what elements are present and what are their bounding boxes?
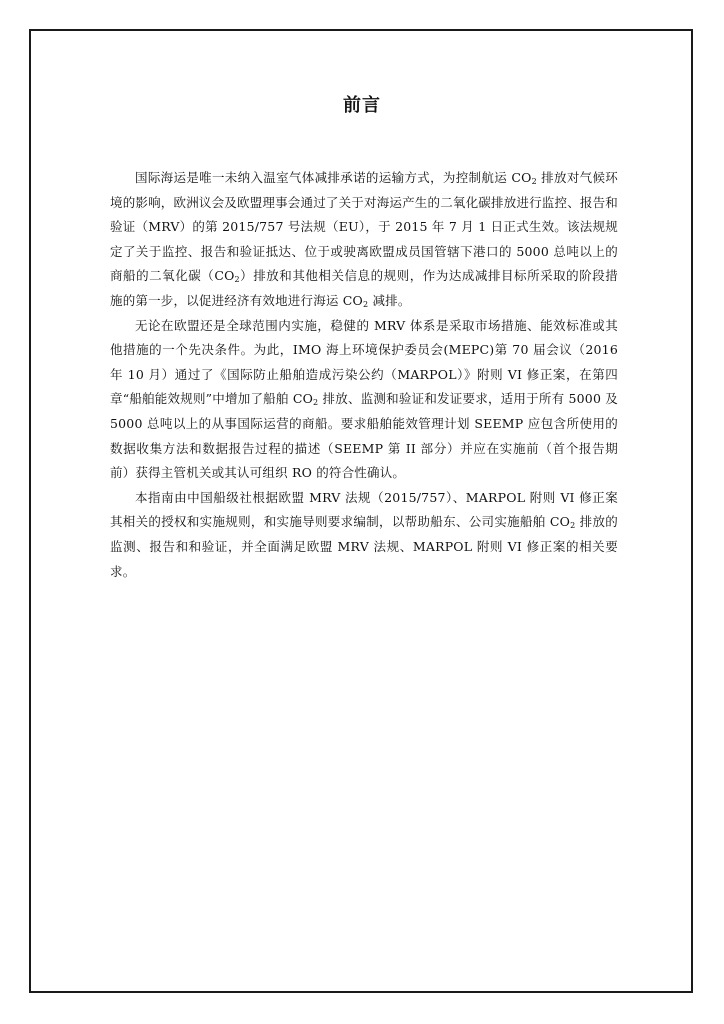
subscript: 2 [313, 398, 319, 408]
text-run: 本指南由中国船级社根据欧盟 MRV 法规（2015/757）、MARPOL 附则 VI 修正案其相关的授权和实施规则，和实施导则要求编制，以帮助船东、公司实施船舶 CO [110, 489, 618, 530]
text-run: 排放的监测、报告和和验证，并全面满足欧盟 MRV 法规、MARPOL 附则 VI 修正案的相关要求。 [110, 514, 618, 579]
subscript: 2 [570, 521, 576, 531]
text-run: ）排放和其他相关信息的规则，作为达成减排目标所采取的阶段措施的第一步，以促进经济有效地进行海运 CO [110, 268, 619, 308]
text-run: 减排。 [368, 292, 411, 308]
subscript: 2 [363, 299, 369, 309]
page-title: 前言 [343, 95, 381, 116]
text-run: 无论在欧盟还是全球范围内实施，稳健的 MRV 体系是采取市场措施、能效标准或其他措施的一个先决条件。为此，IMO 海上环境保护委员会(MEPC)第 70 届会议（2016 年 10 月）通过了《国际防止船舶造成污染公约（MARPOL）》附则 VI 修正案，在第四章“船舶能效规则”中增加了船舶 CO [110, 317, 618, 407]
text-run: 国际海运是唯一未纳入温室气体减排承诺的运输方式，为控制航运 CO [135, 170, 532, 185]
subscript: 2 [531, 177, 537, 186]
subscript: 2 [234, 275, 240, 285]
paragraph [110, 314, 618, 486]
body-text [110, 166, 618, 584]
text-run: 排放、监测和验证和发证要求，适用于所有 5000 及 5000 总吨以上的从事国际运营的商船。要求船舶能效管理计划 SEEMP 应包含所使用的数据收集方法和数据报告过程的描述（SEEMP 第 II 部分）并应在实施前（首个报告期前）获得主管机关或其认可组织 RO 的符合性确认。 [110, 391, 618, 481]
text-run: 排放对气候环境的影响，欧洲议会及欧盟理事会通过了关于对海运产生的二氧化碳排放进行监控、报告和验证（MRV）的第 2015/757 号法规（EU），于 2015 年 7 月 1 日正式生效。该法规规定了关于监控、报告和验证抵达、位于或驶离欧盟成员国管辖下港口的 5000 总吨以上的商船的二氧化碳（CO [110, 170, 619, 284]
paragraph [110, 486, 618, 584]
paragraph [110, 166, 618, 314]
